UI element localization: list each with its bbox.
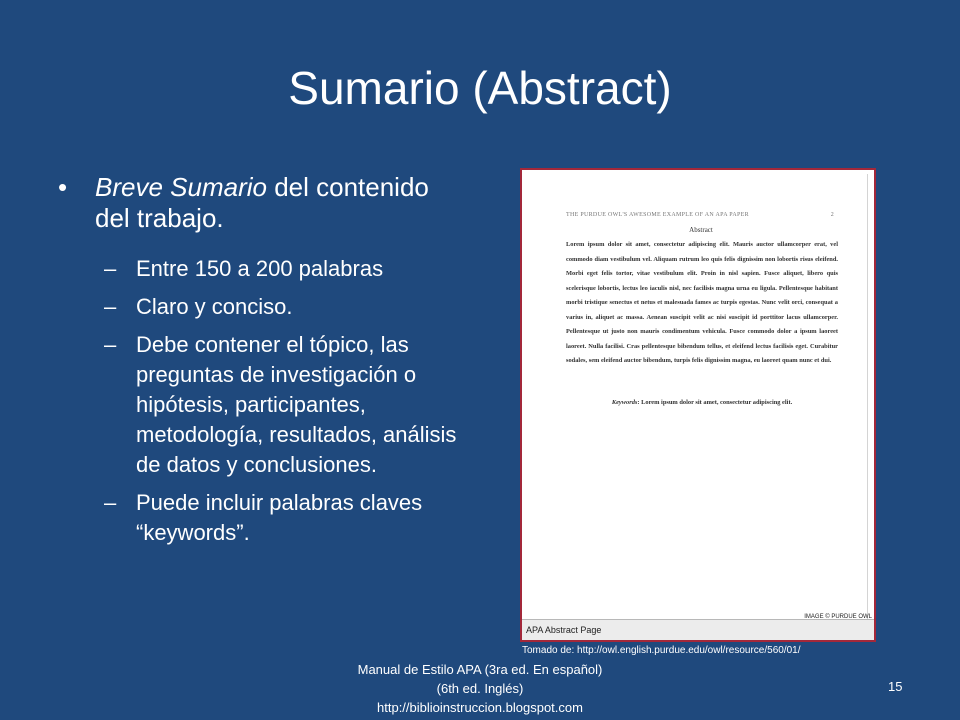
slide-content	[58, 172, 458, 556]
bullet-icon: •	[58, 172, 68, 202]
dash-icon: –	[104, 294, 117, 319]
image-caption: APA Abstract Page	[526, 625, 602, 635]
dash-icon: –	[104, 256, 117, 281]
abstract-body: Lorem ipsum dolor sit amet, consectetur adipiscing elit. Mauris auctor ullamcorper erat, vel commodo diam vestibulum vel. Aliquam rutrum leo quis felis dignissim non lobortis risus eleifend. Morbi eget felis tortor, vitae vestibulum elit. Proin in nisl sapien. Fusce aliquet, libero quis scelerisque lobortis, lectus leo iaculis nisl, nec facilisis magna urna eu ligula. Pellentesque habitant morbi tristique senectus et netus et malesuada fames ac turpis egestas. Nunc velit orci, consequat a varius in, aliquet ac massa. Aenean suscipit velit ac nisi suscipit id porttitor lacus ullamcorper. Pellentesque ut justo non mauris condimentum vehicula. Fusce commodo dolor a ipsum laoreet laoreet. Nulla facilisi. Cras pellentesque bibendum tellus, et eleifend lectus facilisis eget. Curabitur sodales, sem eleifend auctor bibendum, turpis felis dignissim magna, eu laoreet quam nunc et dui.	[566, 241, 838, 364]
bullet-text: del contenido del trabajo.	[95, 172, 429, 233]
slide-number: 15	[888, 679, 903, 694]
image-credit: IMAGE © PURDUE OWL	[804, 614, 872, 620]
source-note: Tomado de: http://owl.english.purdue.edu/owl/resource/560/01/	[522, 645, 801, 656]
sub-item	[58, 330, 458, 480]
footer-line: Manual de Estilo APA (3ra ed. En español)	[357, 662, 603, 677]
sub-item-text: Puede incluir palabras claves “keywords”.	[136, 490, 423, 545]
document-page-number: 2	[830, 212, 834, 218]
sub-item-text: Debe contener el tópico, las preguntas de investigación o hipótesis, participantes, metodología, resultados, análisis de datos y conclusiones.	[136, 332, 457, 477]
sub-item	[58, 292, 458, 322]
running-head-text: THE PURDUE OWL'S AWESOME EXAMPLE OF AN APA PAPER	[566, 212, 749, 218]
sub-item-text: Entre 150 a 200 palabras	[136, 256, 384, 281]
running-head	[566, 212, 834, 218]
slide-footer	[300, 660, 660, 717]
footer-line: (6th ed. Inglés)	[436, 681, 524, 696]
sub-item	[58, 254, 458, 284]
dash-icon: –	[104, 490, 117, 515]
sub-item	[58, 488, 458, 548]
bullet-italic-text: Breve Sumario	[95, 172, 267, 202]
abstract-keywords	[566, 399, 838, 406]
dash-icon: –	[104, 332, 117, 357]
apa-abstract-image	[520, 168, 876, 642]
slide-title: Sumario (Abstract)	[288, 62, 672, 114]
footer-link: http://biblioinstruccion.blogspot.com	[377, 700, 583, 715]
keywords-text: : Lorem ipsum dolor sit amet, consectetur adipiscing elit.	[637, 399, 793, 406]
document-page	[528, 174, 868, 620]
keywords-label: Keywords	[611, 399, 638, 406]
main-bullet	[58, 172, 458, 234]
sub-item-text: Claro y conciso.	[136, 294, 293, 319]
image-caption-bar	[522, 614, 874, 640]
abstract-heading: Abstract	[689, 226, 713, 234]
